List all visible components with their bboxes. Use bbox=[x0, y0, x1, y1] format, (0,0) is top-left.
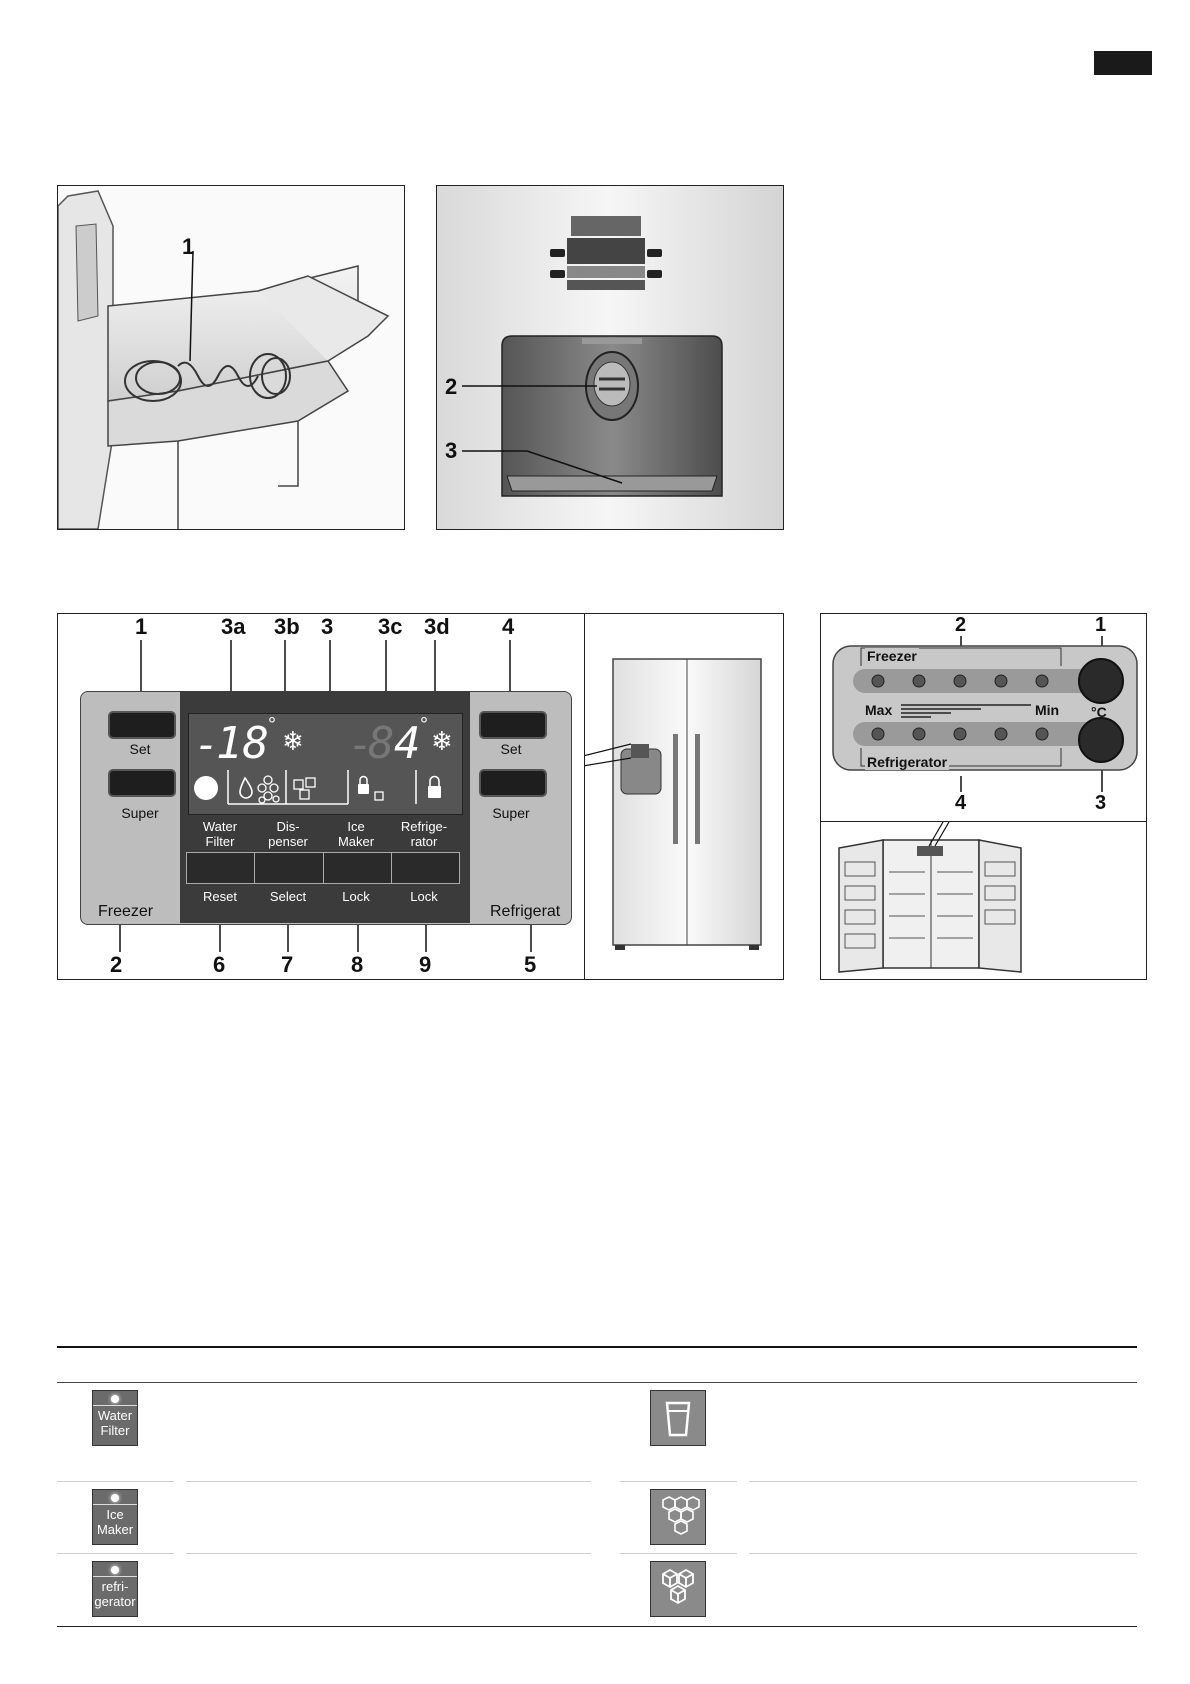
row-divider bbox=[620, 1481, 737, 1482]
callout-2: 2 bbox=[955, 614, 967, 636]
callout-7: 7 bbox=[281, 952, 294, 977]
lock-label-ice-maker: Lock bbox=[342, 889, 370, 904]
function-button-row bbox=[186, 852, 460, 884]
refrigerator-super-label: Super bbox=[492, 805, 530, 821]
freezer-set-label: Set bbox=[129, 741, 151, 757]
table-header-rule bbox=[57, 1382, 1137, 1383]
row-divider bbox=[749, 1481, 1137, 1482]
refrigerator-temp-minus: - bbox=[348, 720, 374, 769]
freezer-degree: ° bbox=[268, 714, 276, 736]
freezer-super-label: Super bbox=[121, 805, 159, 821]
ice-cubes-icon bbox=[650, 1561, 706, 1617]
ice-maker-label: Ice Maker bbox=[337, 819, 375, 849]
ice-cubes-icon bbox=[294, 778, 315, 799]
refrigerator-temp-dial bbox=[1079, 718, 1123, 762]
open-fridge-illustration bbox=[821, 822, 1146, 979]
callout-3: 3 bbox=[445, 438, 458, 463]
freezer-temp-dial bbox=[1079, 659, 1123, 703]
table-bottom-rule bbox=[57, 1626, 1137, 1627]
water-filter-indicator-icon: Water Filter bbox=[92, 1390, 138, 1446]
refrigerator-set-button[interactable] bbox=[479, 711, 547, 739]
lock-button-ice-maker[interactable] bbox=[324, 853, 392, 883]
select-label: Select bbox=[269, 889, 307, 904]
callout-8: 8 bbox=[351, 952, 364, 977]
lock-refrigerator-icon bbox=[428, 777, 441, 799]
freezer-temp-minus: - bbox=[194, 720, 220, 769]
freezer-super-button[interactable] bbox=[108, 769, 176, 797]
unit-label: °C bbox=[1091, 704, 1107, 720]
display-status-icons bbox=[188, 764, 461, 812]
callout-3b: 3b bbox=[274, 614, 300, 639]
min-label: Min bbox=[1035, 702, 1060, 718]
fridge-front-illustration bbox=[585, 614, 783, 979]
callout-2: 2 bbox=[445, 374, 458, 399]
refrigerator-label: Refrigerat bbox=[490, 903, 561, 920]
max-label: Max bbox=[865, 702, 893, 718]
freezer-set-button[interactable] bbox=[108, 711, 176, 739]
callout-1: 1 bbox=[182, 234, 195, 259]
refrigerator-super-button[interactable] bbox=[479, 769, 547, 797]
lock-label-refrigerator: Lock bbox=[410, 889, 438, 904]
figure-control-panel bbox=[57, 613, 784, 980]
figure-simple-panel bbox=[820, 613, 1147, 980]
row-divider bbox=[620, 1553, 737, 1554]
water-filter-indicator-icon bbox=[194, 776, 218, 800]
callout-3a: 3a bbox=[221, 614, 246, 639]
page-tab-marker bbox=[1094, 51, 1152, 75]
callout-4: 4 bbox=[502, 614, 515, 639]
row-divider bbox=[186, 1481, 591, 1482]
row-divider bbox=[57, 1553, 174, 1554]
crushed-ice-icon bbox=[650, 1489, 706, 1545]
refrigerator-set-label: Set bbox=[500, 741, 522, 757]
callout-3c: 3c bbox=[378, 614, 403, 639]
callout-6: 6 bbox=[213, 952, 226, 977]
row-divider bbox=[186, 1553, 591, 1554]
freezer-snowflake-icon: ❄ bbox=[282, 726, 304, 756]
refrigerator-temp-ghost-digit: 8 bbox=[368, 718, 395, 769]
dispenser-label: Dis- penser bbox=[268, 819, 308, 849]
row-divider bbox=[749, 1553, 1137, 1554]
callout-1: 1 bbox=[1095, 614, 1107, 636]
ice-container-illustration bbox=[58, 186, 404, 529]
figure-dispenser-front bbox=[436, 185, 784, 530]
callout-4: 4 bbox=[955, 792, 967, 814]
water-filter-label: Water Filter bbox=[202, 819, 238, 849]
water-drop-icon bbox=[240, 778, 252, 798]
refrigerator-degree: ° bbox=[420, 714, 428, 736]
refrigerator-function-label: Refrige- rator bbox=[400, 819, 448, 849]
callout-2: 2 bbox=[110, 952, 123, 977]
select-button[interactable] bbox=[255, 853, 323, 883]
reset-label: Reset bbox=[203, 889, 237, 904]
callout-3: 3 bbox=[1095, 792, 1107, 814]
row-divider bbox=[57, 1481, 174, 1482]
freezer-label: Freezer bbox=[867, 648, 917, 664]
lock-button-refrigerator[interactable] bbox=[392, 853, 459, 883]
refrigerator-temperature: 4 bbox=[394, 718, 421, 769]
reset-button[interactable] bbox=[187, 853, 255, 883]
refrigerator-indicator-icon: refri- gerator bbox=[92, 1561, 138, 1617]
crushed-ice-icon bbox=[258, 776, 279, 803]
refrigerator-snowflake-icon: ❄ bbox=[431, 726, 453, 756]
callout-9: 9 bbox=[419, 952, 432, 977]
callout-5: 5 bbox=[524, 952, 537, 977]
ice-maker-indicator-icon: Ice Maker bbox=[92, 1489, 138, 1545]
glass-icon bbox=[650, 1390, 706, 1446]
lock-dispenser-icon bbox=[358, 777, 383, 801]
callout-3d: 3d bbox=[424, 614, 450, 639]
table-top-rule bbox=[57, 1346, 1137, 1348]
callout-3: 3 bbox=[321, 614, 334, 639]
callout-1: 1 bbox=[135, 614, 148, 639]
freezer-temperature: 18 bbox=[216, 718, 269, 769]
dispenser-illustration bbox=[437, 186, 783, 529]
freezer-label: Freezer bbox=[98, 903, 154, 920]
refrigerator-label: Refrigerator bbox=[867, 754, 948, 770]
figure-ice-container bbox=[57, 185, 405, 530]
